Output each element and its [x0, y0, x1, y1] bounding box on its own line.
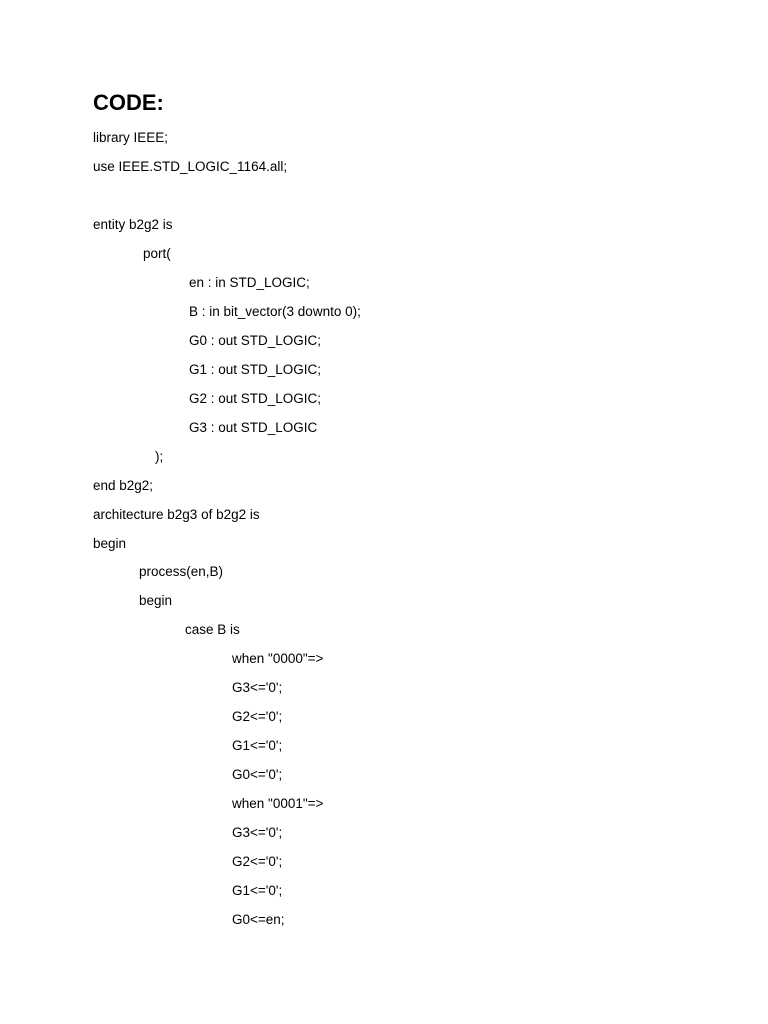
code-line: G0<='0';	[232, 767, 283, 782]
code-line: G2<='0';	[232, 709, 283, 724]
code-line: en : in STD_LOGIC;	[189, 275, 310, 290]
code-line: G3<='0';	[232, 825, 283, 840]
code-line: G1 : out STD_LOGIC;	[189, 362, 322, 377]
code-line: );	[155, 449, 164, 464]
code-line: G3 : out STD_LOGIC	[189, 420, 318, 435]
code-line: architecture b2g3 of b2g2 is	[93, 507, 260, 522]
code-line: G2<='0';	[232, 854, 283, 869]
code-heading: CODE:	[93, 90, 164, 115]
code-line: begin	[139, 593, 173, 608]
code-line: process(en,B)	[139, 564, 224, 579]
code-line: B : in bit_vector(3 downto 0);	[189, 304, 361, 319]
code-line: library IEEE;	[93, 130, 169, 145]
code-line: G2 : out STD_LOGIC;	[189, 391, 322, 406]
code-line: G3<='0';	[232, 680, 283, 695]
code-line: use IEEE.STD_LOGIC_1164.all;	[93, 159, 288, 174]
code-line: G0<=en;	[232, 912, 285, 927]
code-line: port(	[143, 246, 171, 261]
code-line: case B is	[185, 622, 240, 637]
code-line: begin	[93, 536, 127, 551]
code-line: when "0000"=>	[232, 651, 324, 666]
code-line: G1<='0';	[232, 738, 283, 753]
code-line: entity b2g2 is	[93, 217, 173, 232]
code-line: G0 : out STD_LOGIC;	[189, 333, 322, 348]
code-line: when "0001"=>	[232, 796, 324, 811]
code-line: end b2g2;	[93, 478, 154, 493]
code-line: G1<='0';	[232, 883, 283, 898]
